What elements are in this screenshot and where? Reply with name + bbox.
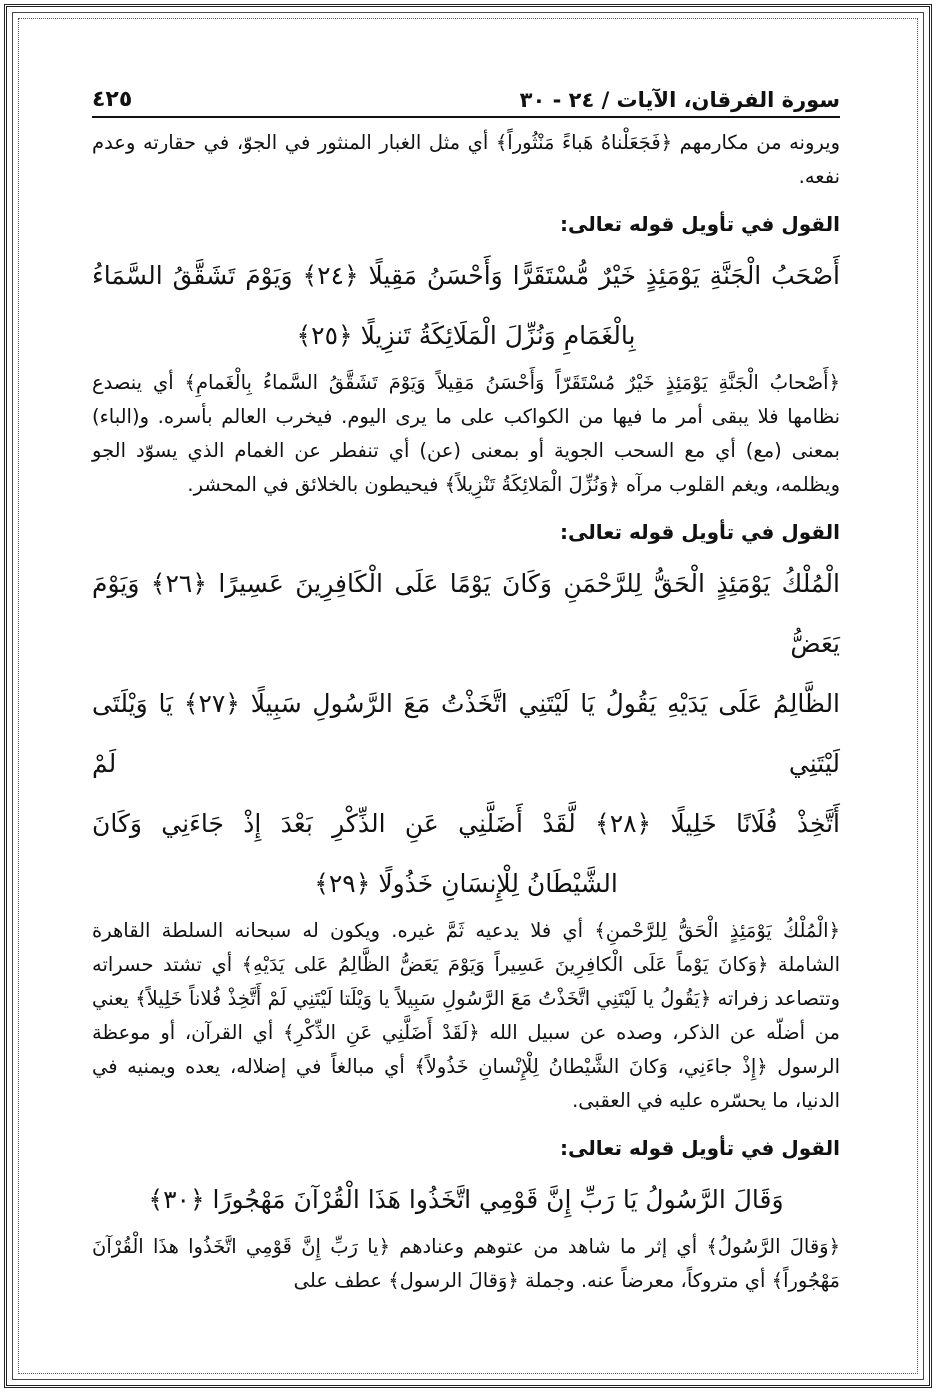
verse-line: الظَّالِمُ عَلَى يَدَيْهِ يَقُولُ يَا لَيْتَنِي اتَّخَذْتُ مَعَ الرَّسُولِ سَبِيلًا ﴿٢٧﴾ يَا وَيْلَتَى لَيْتَنِي لَمْ [92,689,841,778]
paragraph-1: ويرونه من مكارمهم ﴿فَجَعَلْناهُ هَباءً مَنْثُوراً﴾ أي مثل الغبار المنثور في الجوّ، في حقارته وعدم نفعه. [92,131,840,188]
section-heading-3: القول في تأويل قوله تعالى: [560,1136,840,1160]
verse-line: أَصْحَبُ الْجَنَّةِ يَوْمَئِذٍ خَيْرٌ مُّسْتَقَرًّا وَأَحْسَنُ مَقِيلًا ﴿٢٤﴾ وَيَوْمَ تَشَقَّقُ السَّمَاءُ [92,261,840,290]
paragraph-2: ﴿أَصْحابُ الْجَنَّةِ يَوْمَئِذٍ خَيْرٌ مُسْتَقَرّاً وَأَحْسَنُ مَقِيلاً وَيَوْمَ تَشَقَّقُ السَّماءُ بِالْغَمامِ﴾ أي ينصدع نظامها فلا يبقى أمر ما فيها من الكواكب على ما يرى اليوم. فيخرب العالم بأسره. و(الباء) بمعنى (مع) أي مع السحب الجوية أو بمعنى (عن) أي تنفطر عن الغمام الذي يسوّد الجو ويظلمه، ويغم القلوب مرآه ﴿وَنُزِّلَ الْمَلائِكَةُ تَنْزِيلاً﴾ فيحيطون بالخلائق في المحشر. [92,371,840,496]
quran-verse-block-2 [92,554,840,914]
surah-title: سورة الفرقان، الآيات / ٢٤ - ٣٠ [519,88,840,112]
paragraph-4: ﴿وَقالَ الرَّسُولُ﴾ أي إثر ما شاهد من عتوهم وعنادهم ﴿يا رَبِّ إِنَّ قَوْمِي اتَّخَذُوا هذَا الْقُرْآنَ مَهْجُوراً﴾ أي متروكاً، معرضاً عنه. وجملة ﴿وَقالَ الرسول﴾ عطف على [92,1235,840,1292]
section-heading-1: القول في تأويل قوله تعالى: [560,212,840,236]
verse-line: الشَّيْطَانُ لِلْإِنسَانِ خَذُولًا ﴿٢٩﴾ [314,869,618,898]
quran-verse-block-3 [92,1170,840,1230]
paragraph-3: ﴿الْمُلْكُ يَوْمَئِذٍ الْحَقُّ لِلرَّحْمنِ﴾ أي فلا يدعيه ثَمَّ غيره. ويكون له سبحانه السلطة القاهرة الشاملة ﴿وَكانَ يَوْماً عَلَى الْكافِرِينَ عَسِيراً وَيَوْمَ يَعَضُّ الظَّالِمُ عَلى يَدَيْهِ﴾ أي تشتد حسراته وتتصاعد زفراته ﴿يَقُولُ يا لَيْتَنِي اتَّخَذْتُ مَعَ الرَّسُولِ سَبِيلاً يا وَيْلَتا لَيْتَنِي لَمْ أَتَّخِذْ فُلاناً خَلِيلاً﴾ يعني من أضلّه عن الذكر، وصده عن سبيل الله ﴿لَقَدْ أَضَلَّنِي عَنِ الذِّكْرِ﴾ أي القرآن، أو موعظة الرسول ﴿إِذْ جاءَنِي، وَكانَ الشَّيْطانُ لِلْإِنْسانِ خَذُولاً﴾ أي مبالغاً في إضلاله، يعده ويمنيه في الدنيا، ما يحسّره عليه في العقبى. [92,919,840,1112]
section-heading-2: القول في تأويل قوله تعالى: [560,520,840,544]
verse-line: أَتَّخِذْ فُلَانًا خَلِيلًا ﴿٢٨﴾ لَّقَدْ أَضَلَّنِي عَنِ الذِّكْرِ بَعْدَ إِذْ جَاءَنِي وَكَانَ [92,809,841,838]
quran-verse-block-1 [92,246,840,366]
verse-line: بِالْغَمَامِ وَنُزِّلَ الْمَلَائِكَةُ تَنزِيلًا ﴿٢٥﴾ [296,321,636,350]
book-page [92,72,840,1298]
page-number: ٤٢٥ [92,87,133,112]
page-header [92,72,840,118]
verse-line: وَقَالَ الرَّسُولُ يَا رَبِّ إِنَّ قَوْمِي اتَّخَذُوا هَذَا الْقُرْآنَ مَهْجُورًا ﴿٣٠﴾ [148,1185,784,1214]
verse-line: الْمُلْكُ يَوْمَئِذٍ الْحَقُّ لِلرَّحْمَنِ وَكَانَ يَوْمًا عَلَى الْكَافِرِينَ عَسِيرًا ﴿٢٦﴾ وَيَوْمَ يَعَضُّ [92,569,840,658]
